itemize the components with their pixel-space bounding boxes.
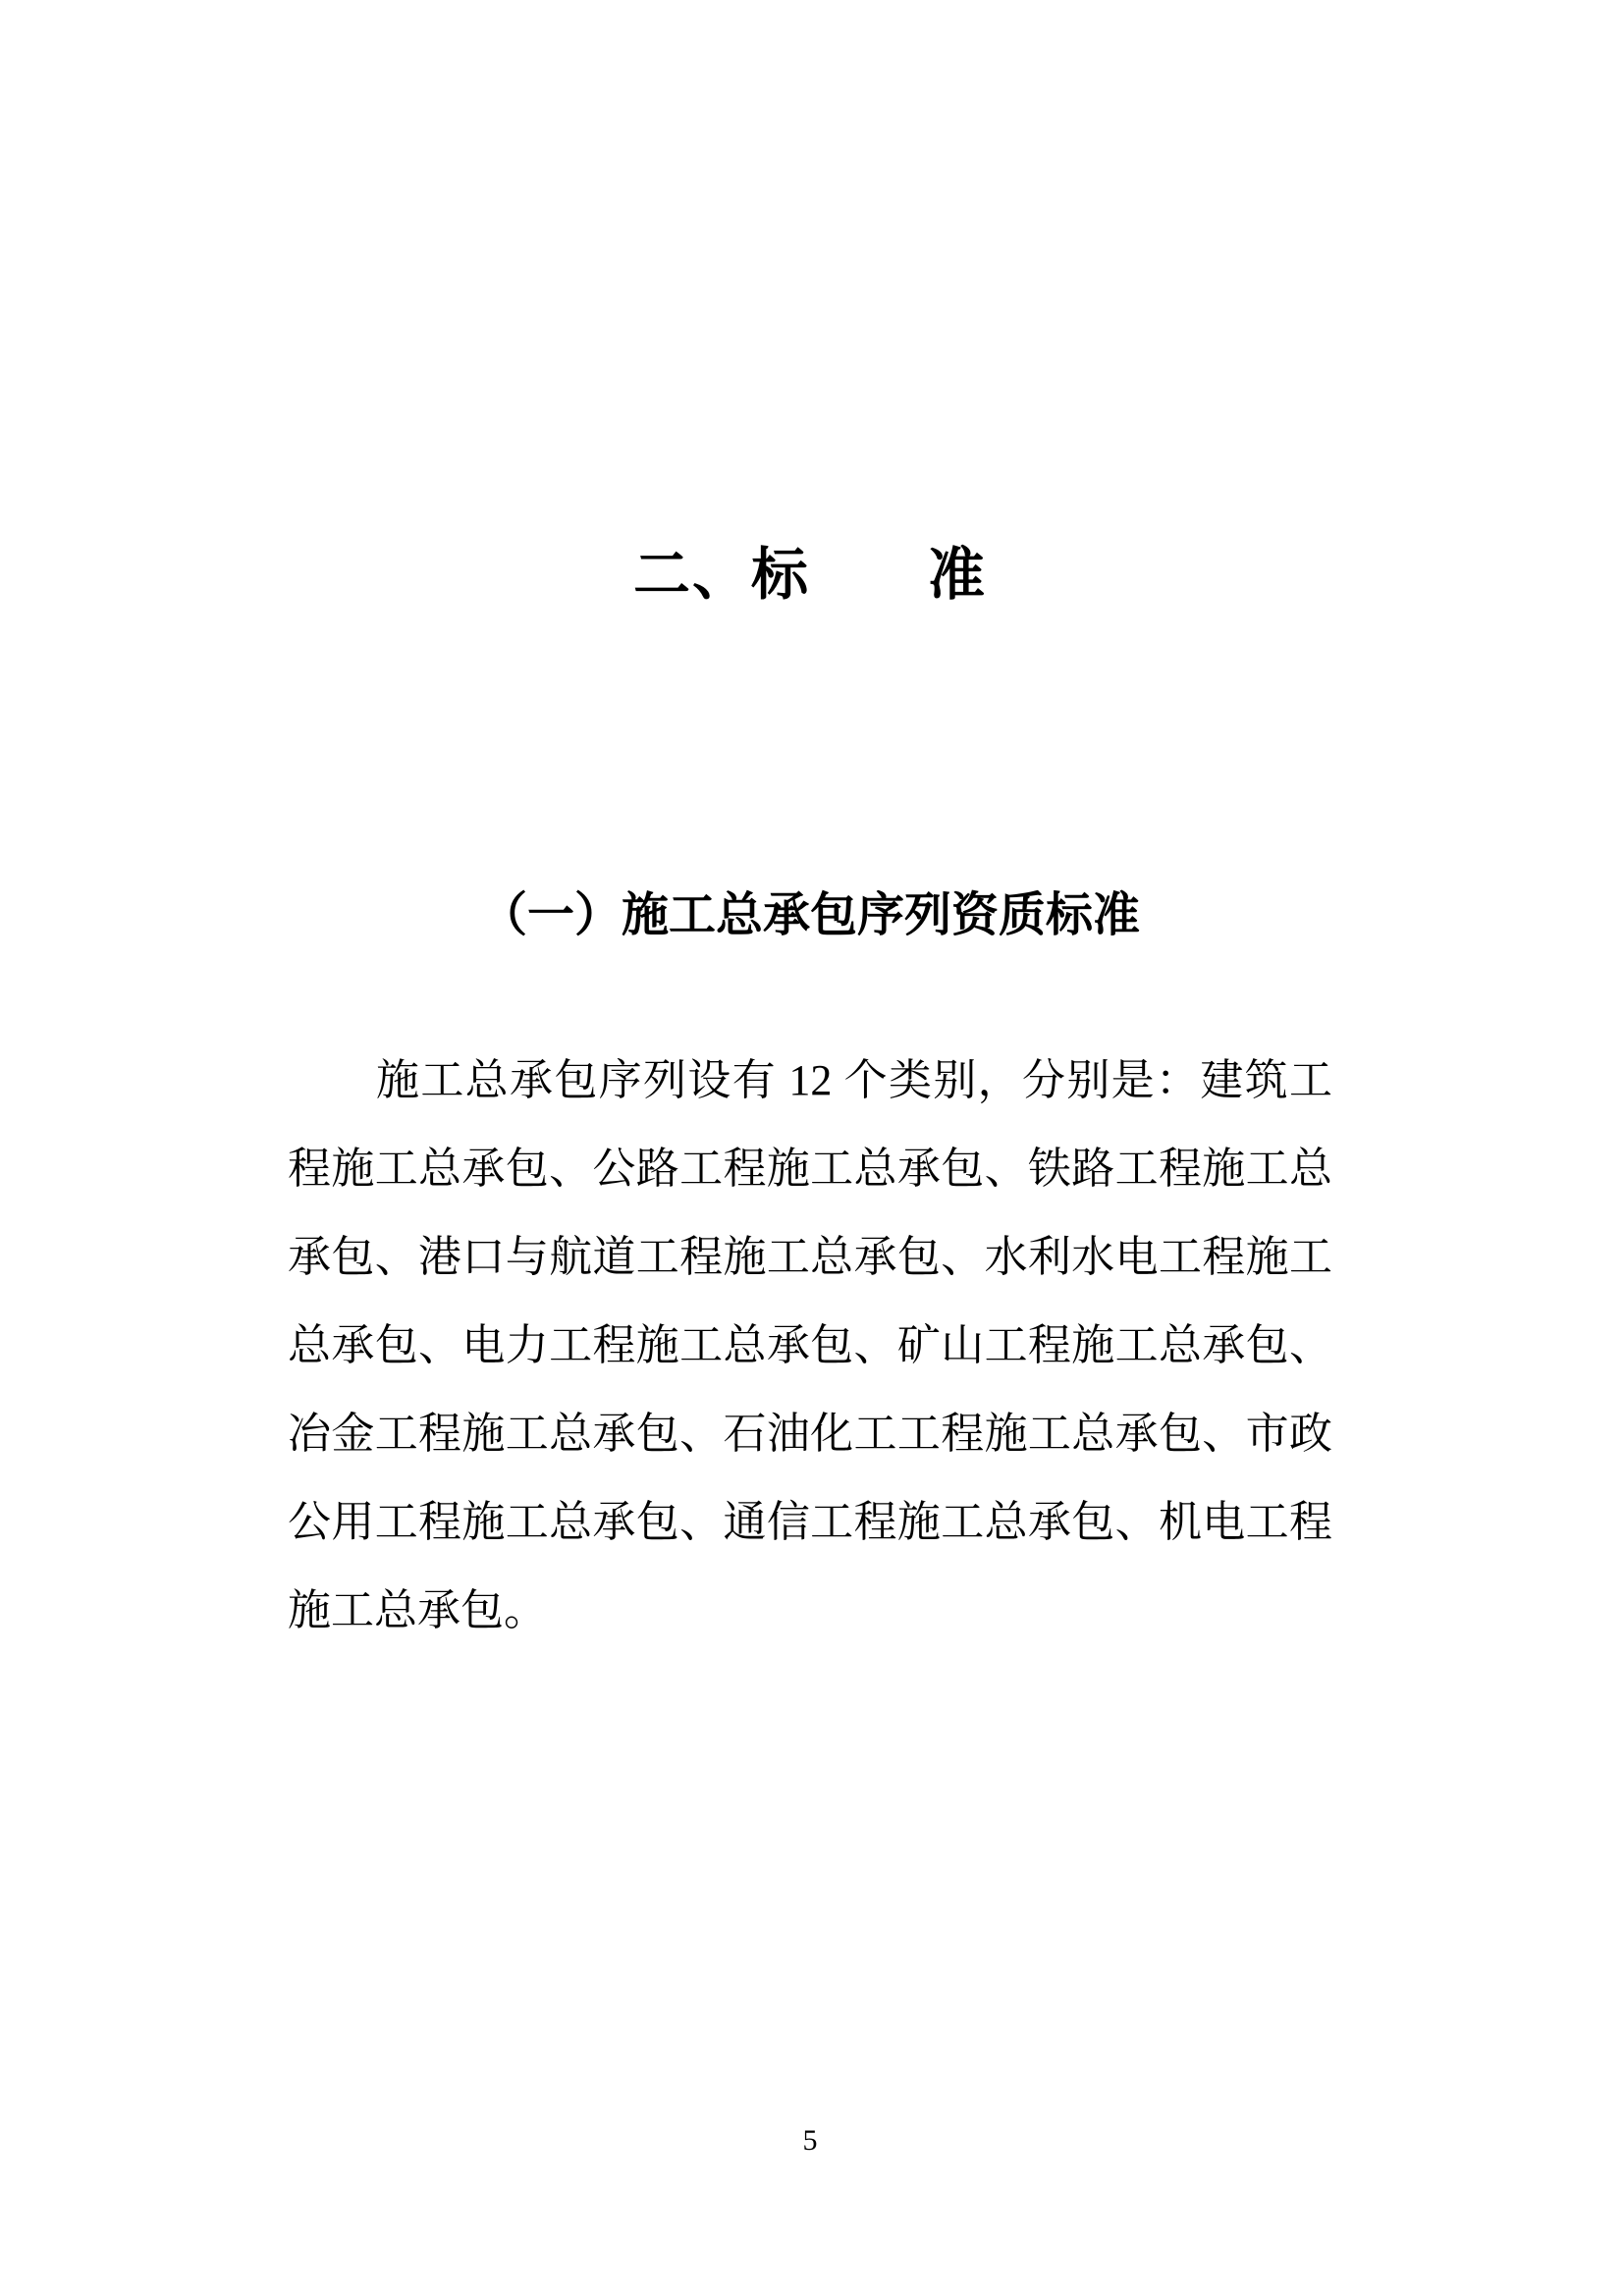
paragraph-line-7: 施工总承包。 <box>288 1586 547 1634</box>
paragraph-line-6: 公用工程施工总承包、通信工程施工总承包、机电工程 <box>288 1498 1332 1546</box>
page-number: 5 <box>802 2124 818 2157</box>
paragraph-line-2: 程施工总承包、公路工程施工总承包、铁路工程施工总 <box>288 1145 1332 1193</box>
document-title: 二、标 准 <box>632 541 987 608</box>
body-paragraph <box>288 1037 1332 1655</box>
paragraph-line-4: 总承包、电力工程施工总承包、矿山工程施工总承包、 <box>288 1321 1332 1369</box>
paragraph-line-5: 冶金工程施工总承包、石油化工工程施工总承包、市政 <box>288 1410 1332 1458</box>
paragraph-line-1: 施工总承包序列设有 12 个类别，分别是：建筑工 <box>376 1056 1332 1104</box>
section-heading: （一）施工总承包序列资质标准 <box>479 887 1140 942</box>
paragraph-line-3: 承包、港口与航道工程施工总承包、水利水电工程施工 <box>288 1233 1332 1281</box>
